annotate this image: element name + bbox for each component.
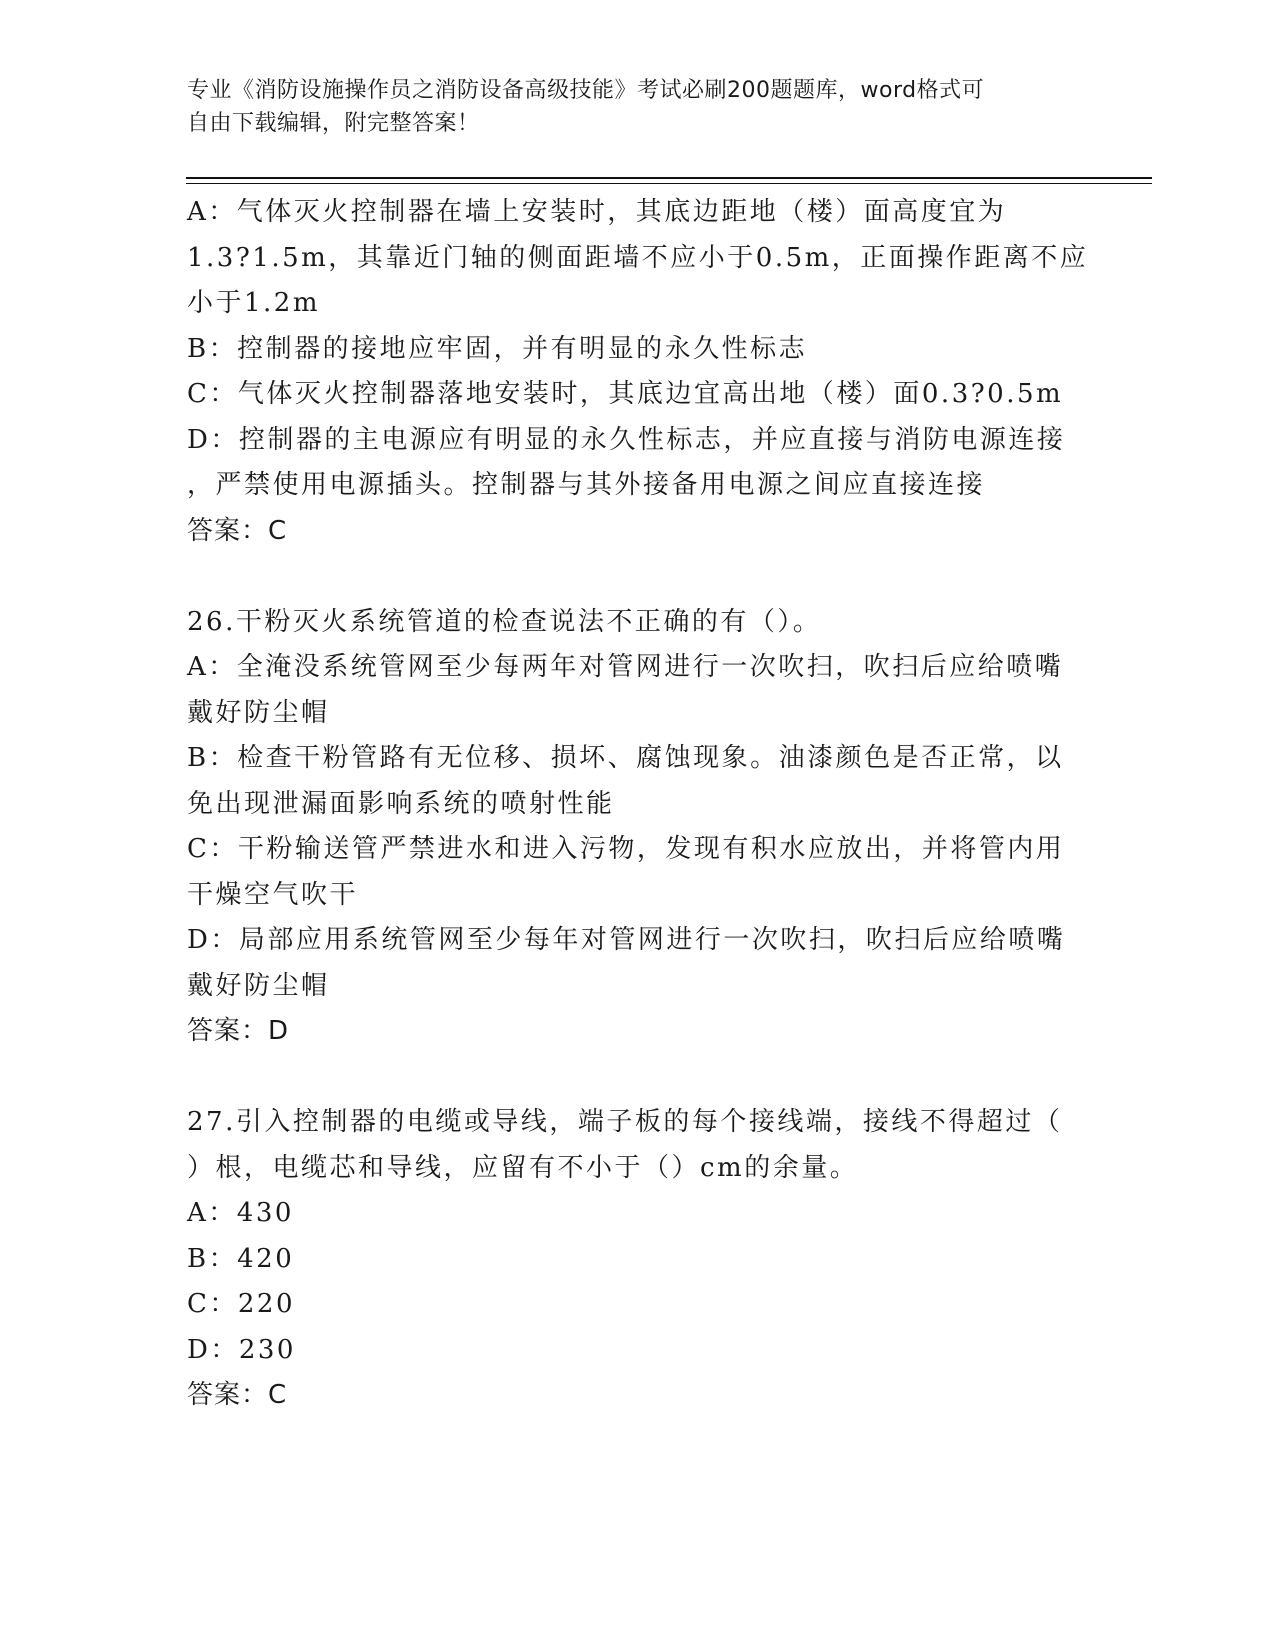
q26-option-d-line-1: D：局部应用系统管网至少每年对管网进行一次吹扫，吹扫后应给喷嘴 <box>187 925 1066 955</box>
q27-option-b: B：420 <box>187 1243 295 1274</box>
q27-option-c: C：220 <box>187 1289 296 1319</box>
header-title-line-1: 专业《消防设施操作员之消防设备高级技能》考试必刷200题题库，word格式可 <box>187 78 985 103</box>
q26-option-c-line-1: C：干粉输送管严禁进水和进入污物，发现有积水应放出，并将管内用 <box>187 834 1065 864</box>
q25-option-a-line-3: 小于1.2m <box>187 288 321 318</box>
q26-answer: 答案：D <box>187 1016 290 1046</box>
header-rule-thick <box>186 177 1152 179</box>
document-header <box>187 74 1067 140</box>
question-27-block <box>187 1100 1077 1419</box>
document-body <box>187 190 1089 1419</box>
q25-option-d-line-2: ，严禁使用电源插头。控制器与其外接备用电源之间应直接连接 <box>187 470 986 500</box>
q25-option-a-line-1: A：气体灭火控制器在墙上安装时，其底边距地（楼）面高度宜为 <box>187 197 1007 227</box>
header-title-line-2: 自由下载编辑，附完整答案！ <box>187 111 480 136</box>
q26-option-c-line-2: 干燥空气吹干 <box>187 879 359 910</box>
q26-question: 26.干粉灭火系统管道的检查说法不正确的有（）。 <box>187 606 822 637</box>
q25-option-b: B：控制器的接地应牢固，并有明显的永久性标志 <box>187 333 808 364</box>
q26-option-b-line-2: 免出现泄漏面影响系统的喷射性能 <box>187 788 615 819</box>
q26-option-a-line-1: A：全淹没系统管网至少每两年对管网进行一次吹扫，吹扫后应给喷嘴 <box>187 652 1064 682</box>
spacer <box>187 554 1077 600</box>
q27-question-line-2: ）根，电缆芯和导线，应留有不小于（）cm的余量。 <box>187 1152 859 1183</box>
question-25-block <box>187 190 1089 554</box>
q26-option-a-line-2: 戴好防尘帽 <box>187 697 330 728</box>
spacer <box>187 1055 1077 1101</box>
q25-answer: 答案：C <box>187 515 288 546</box>
q25-option-c: C：气体灭火控制器落地安装时，其底边宜高出地（楼）面0.3?0.5m <box>187 379 1064 409</box>
q27-question-line-1: 27.引入控制器的电缆或导线，端子板的每个接线端，接线不得超过（ <box>187 1107 1063 1137</box>
q27-option-a: A：430 <box>187 1198 294 1228</box>
question-26-block <box>187 600 1077 1055</box>
header-rule-thin <box>186 183 1152 184</box>
q26-option-b-line-1: B：检查干粉管路有无位移、损坏、腐蚀现象。油漆颜色是否正常，以 <box>187 743 1064 773</box>
q27-option-d: D：230 <box>187 1334 296 1365</box>
q25-option-a-line-2: 1.3?1.5m，其靠近门轴的侧面距墙不应小于0.5m，正面操作距离不应 <box>187 242 1089 273</box>
q25-option-d-line-1: D：控制器的主电源应有明显的永久性标志，并应直接与消防电源连接 <box>187 424 1066 455</box>
q27-answer: 答案：C <box>187 1380 288 1410</box>
q26-option-d-line-2: 戴好防尘帽 <box>187 970 330 1001</box>
